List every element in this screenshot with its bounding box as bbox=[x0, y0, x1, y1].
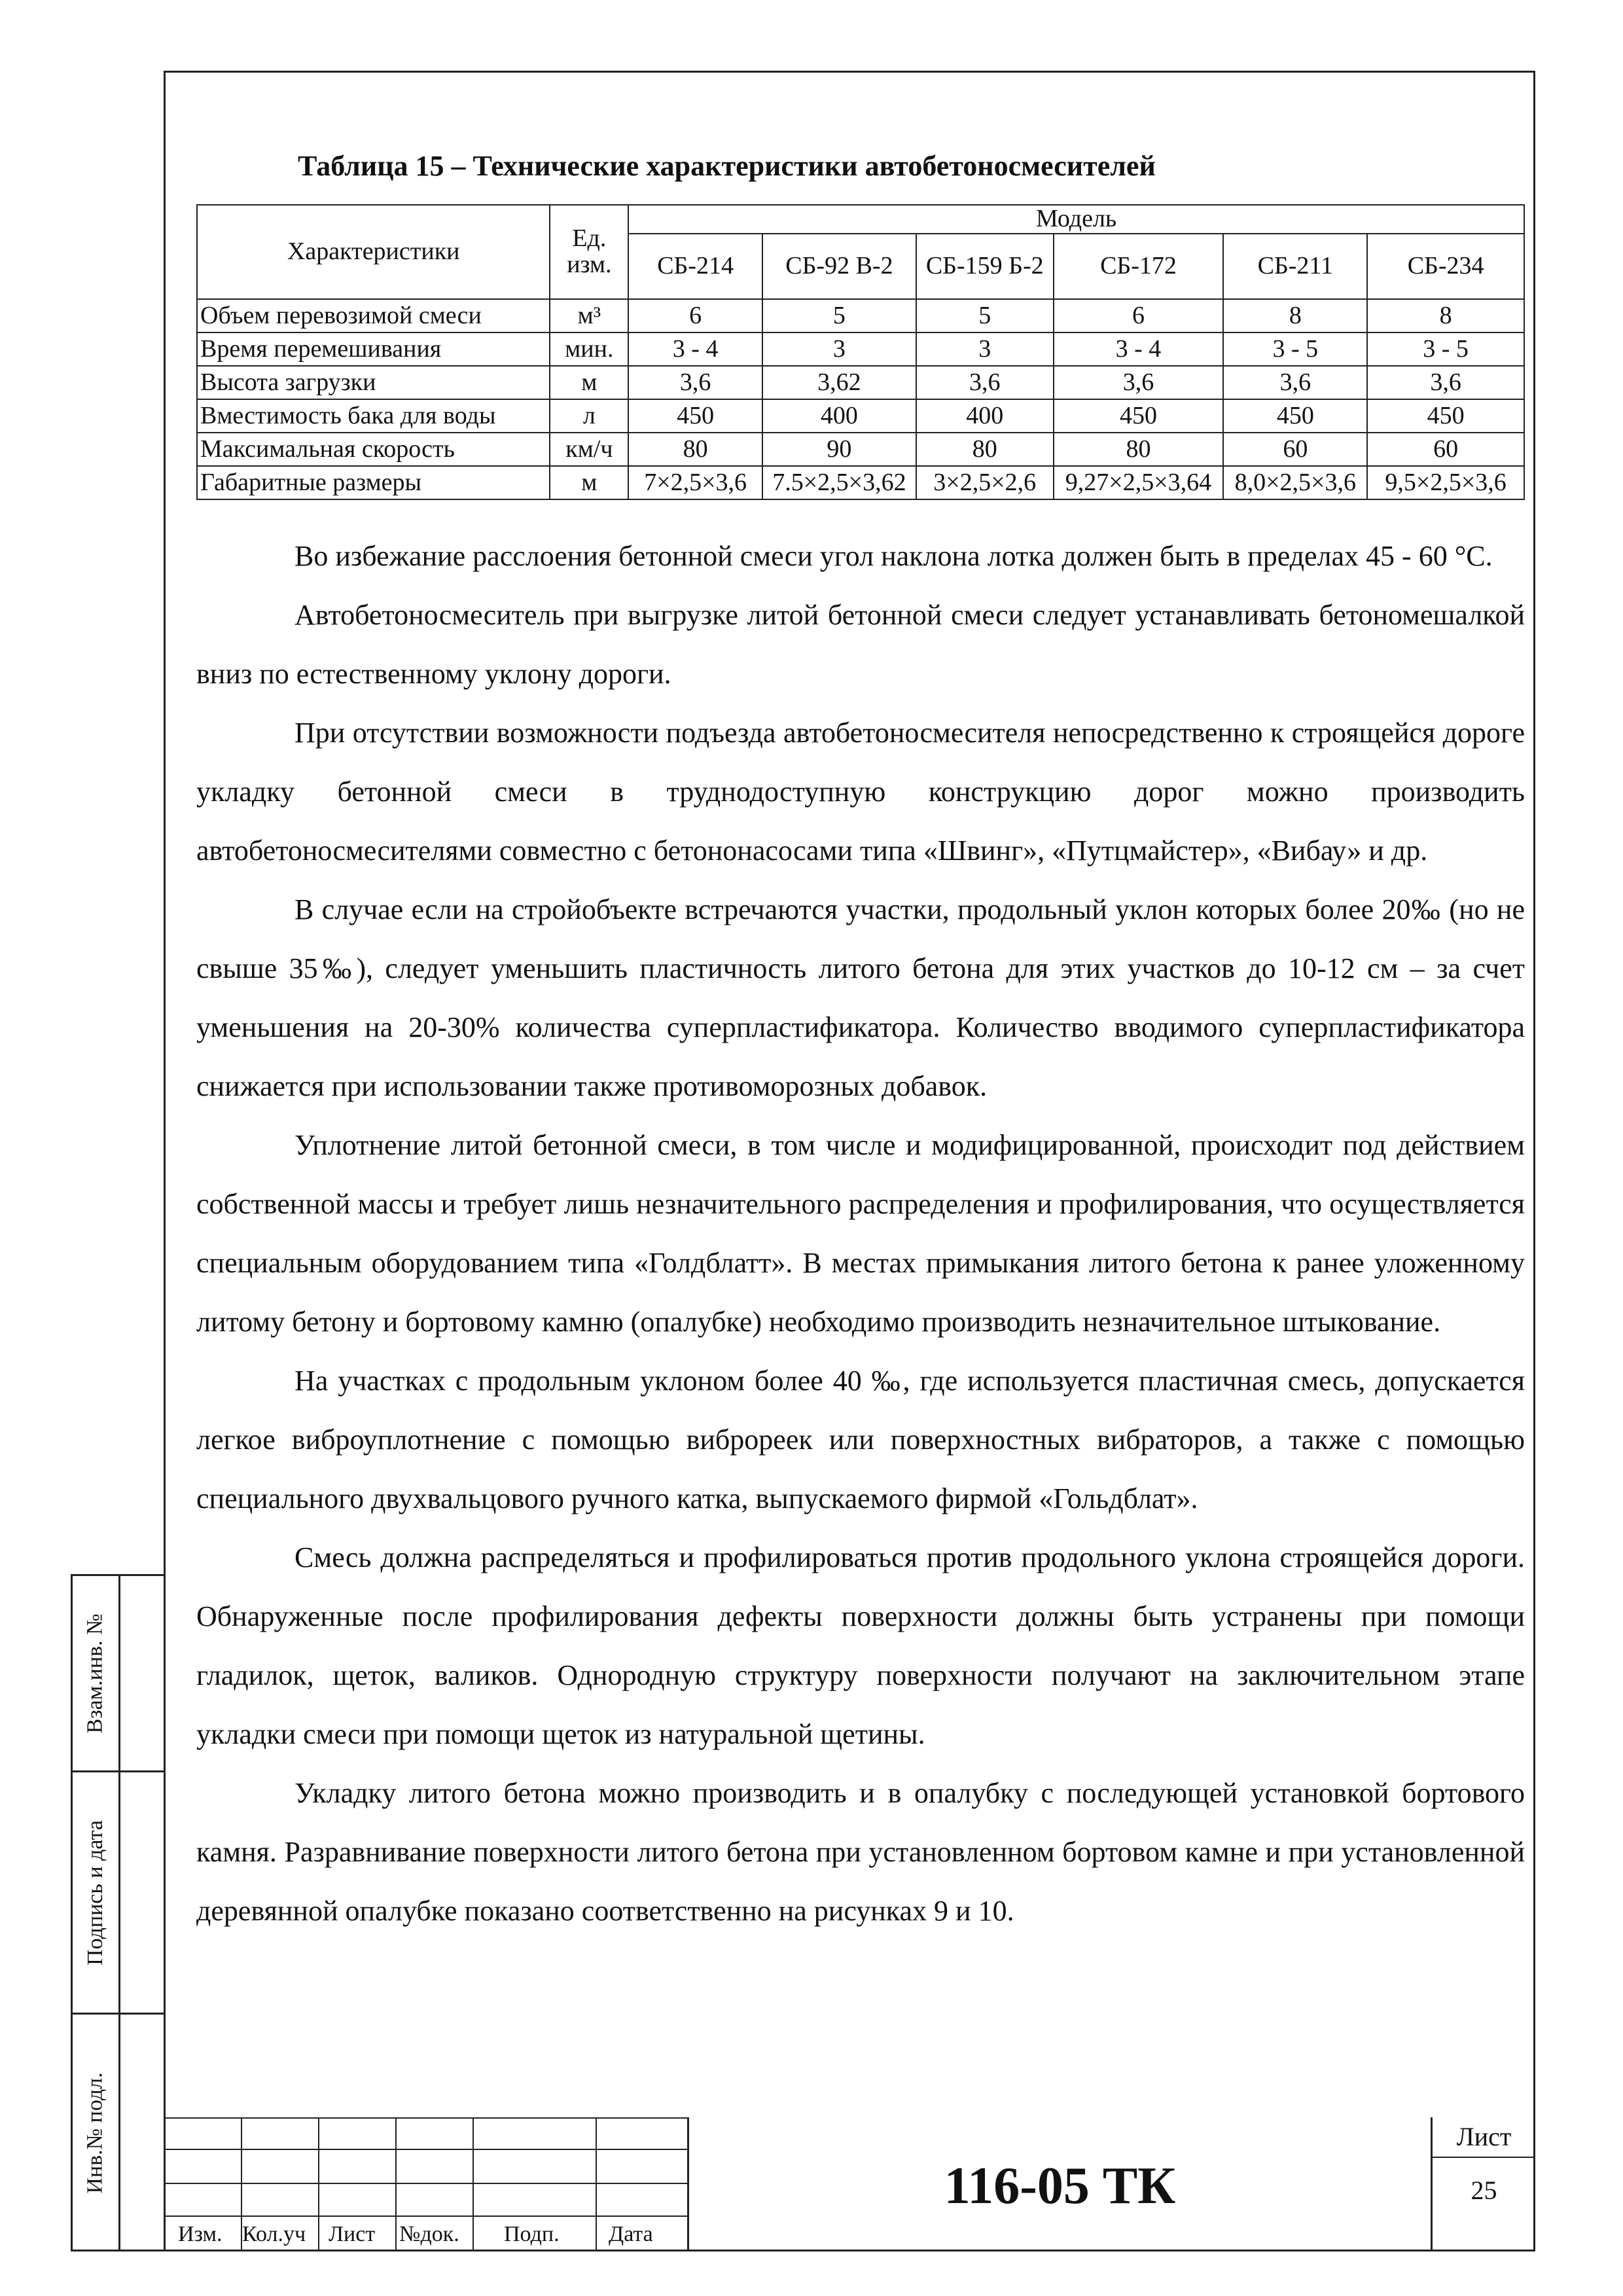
header-model-group: Модель bbox=[628, 205, 1524, 234]
row-value: 400 bbox=[916, 399, 1054, 433]
header-characteristics: Характеристики bbox=[197, 205, 550, 299]
row-value: 3 - 5 bbox=[1223, 332, 1367, 366]
body-text bbox=[196, 527, 1525, 1941]
row-value: 7.5×2,5×3,62 bbox=[762, 466, 916, 499]
row-value: 3,6 bbox=[1054, 366, 1224, 399]
row-value: 3,6 bbox=[628, 366, 762, 399]
sheet-number: 25 bbox=[1471, 2176, 1497, 2205]
row-value: 90 bbox=[762, 433, 916, 466]
paragraph: При отсутствии возможности подъезда автобетоносмесителя непосредственно к строящейся дороге укладку бетонной смеси в труднодоступную конструкцию дорог можно производить автобетоносмесителями совместно с бетононасосами типа «Швинг», «Путцмайстер», «Вибау» и др. bbox=[196, 717, 1525, 867]
side-cell-vzam bbox=[73, 1576, 164, 1772]
header-model: СБ-92 В-2 bbox=[762, 234, 916, 299]
paragraph: Уплотнение литой бетонной смеси, в том числе и модифицированной, происходит под действием собственной массы и требует лишь незначительного распределения и профилирования, что осуществляется специальным оборудованием типа «Голдблатт». В местах примыкания литого бетона к ранее уложенному литому бетону и бортовому камню (опалубке) необходимо производить незначительное штыкование. bbox=[196, 1129, 1525, 1338]
stamp-label: Кол.уч bbox=[242, 2222, 306, 2246]
row-unit: л bbox=[550, 399, 628, 433]
row-unit: мин. bbox=[550, 332, 628, 366]
row-unit: м³ bbox=[550, 299, 628, 332]
header-model: СБ-159 Б-2 bbox=[916, 234, 1054, 299]
row-value: 3 - 4 bbox=[1054, 332, 1224, 366]
row-value: 3,6 bbox=[1223, 366, 1367, 399]
row-name: Габаритные размеры bbox=[197, 466, 550, 499]
row-value: 450 bbox=[1367, 399, 1524, 433]
paragraph: Укладку литого бетона можно производить и в опалубку с последующей установкой бортового камня. Разравнивание поверхности литого бетона при установленном бортовом камне и при установленной деревянной опалубке показано соответственно на рисунках 9 и 10. bbox=[196, 1777, 1525, 1927]
title-block bbox=[164, 2117, 1535, 2251]
stamp-grid bbox=[164, 2117, 687, 2251]
row-value: 5 bbox=[762, 299, 916, 332]
stamp-label: Лист bbox=[329, 2222, 376, 2246]
paragraph: Смесь должна распределяться и профилироваться против продольного уклона строящейся дороги. Обнаруженные после профилирования дефекты поверхности должны быть устранены при помощи гладилок, щеток, валиков. Однородную структуру поверхности получают на заключительном этапе укладки смеси при помощи щеток из натуральной щетины. bbox=[196, 1541, 1525, 1750]
table-row bbox=[197, 433, 1524, 466]
row-value: 80 bbox=[1054, 433, 1224, 466]
row-value: 80 bbox=[916, 433, 1054, 466]
row-value: 3,6 bbox=[1367, 366, 1524, 399]
row-value: 60 bbox=[1367, 433, 1524, 466]
side-cell-podpis bbox=[73, 1772, 164, 2015]
table-row bbox=[197, 332, 1524, 366]
row-name: Время перемешивания bbox=[197, 332, 550, 366]
header-unit: Ед. изм. bbox=[550, 205, 628, 299]
row-value: 5 bbox=[916, 299, 1054, 332]
row-value: 400 bbox=[762, 399, 916, 433]
paragraph: В случае если на стройобъекте встречаются участки, продольный уклон которых более 20‰ (но не свыше 35‰), следует уменьшить пластичность литого бетона для этих участков до 10-12 см – за счет уменьшения на 20-30% количества суперпластификатора. Количество вводимого суперпластификатора снижается при использовании также противоморозных добавок. bbox=[196, 893, 1525, 1102]
table-row bbox=[197, 366, 1524, 399]
stamp-label: Подп. bbox=[504, 2222, 560, 2246]
row-value: 3 bbox=[916, 332, 1054, 366]
table-title: Таблица 15 – Технические характеристики автобетоносмесителей bbox=[298, 150, 1156, 182]
table-row bbox=[197, 399, 1524, 433]
row-value: 8,0×2,5×3,6 bbox=[1223, 466, 1367, 499]
stamp-label: Изм. bbox=[178, 2222, 223, 2246]
header-model: СБ-234 bbox=[1367, 234, 1524, 299]
row-value: 60 bbox=[1223, 433, 1367, 466]
row-value: 3,6 bbox=[916, 366, 1054, 399]
row-value: 8 bbox=[1367, 299, 1524, 332]
row-unit: м bbox=[550, 466, 628, 499]
header-model: СБ-172 bbox=[1054, 234, 1224, 299]
table-row bbox=[197, 466, 1524, 499]
row-unit: м bbox=[550, 366, 628, 399]
row-value: 9,5×2,5×3,6 bbox=[1367, 466, 1524, 499]
row-value: 3 - 5 bbox=[1367, 332, 1524, 366]
row-value: 450 bbox=[628, 399, 762, 433]
header-model: СБ-211 bbox=[1223, 234, 1367, 299]
table-row bbox=[197, 299, 1524, 332]
stamp-label: №док. bbox=[399, 2222, 459, 2246]
row-name: Объем перевозимой смеси bbox=[197, 299, 550, 332]
doc-code-cell bbox=[687, 2117, 1535, 2251]
side-label-inv: Инв.№ подл. bbox=[83, 2072, 108, 2194]
header-model: СБ-214 bbox=[628, 234, 762, 299]
paragraph: На участках с продольным уклоном более 40 ‰, где используется пластичная смесь, допускается легкое виброуплотнение с помощью виброреек или поверхностных вибраторов, а также с помощью специального двухвальцового ручного катка, выпускаемого фирмой «Гольдблат». bbox=[196, 1365, 1525, 1515]
row-value: 6 bbox=[1054, 299, 1224, 332]
sheet-label: Лист bbox=[1433, 2117, 1535, 2158]
row-name: Высота загрузки bbox=[197, 366, 550, 399]
row-value: 9,27×2,5×3,64 bbox=[1054, 466, 1224, 499]
row-unit: км/ч bbox=[550, 433, 628, 466]
side-strip bbox=[71, 1574, 164, 2251]
side-label-vzam: Взам.инв. № bbox=[83, 1613, 108, 1734]
row-value: 3×2,5×2,6 bbox=[916, 466, 1054, 499]
row-value: 7×2,5×3,6 bbox=[628, 466, 762, 499]
sheet-box bbox=[1431, 2117, 1535, 2251]
row-value: 3,62 bbox=[762, 366, 916, 399]
side-cell-inv bbox=[73, 2015, 164, 2251]
row-value: 450 bbox=[1054, 399, 1224, 433]
paragraph: Во избежание расслоения бетонной смеси угол наклона лотка должен быть в пределах 45 - 60 °С. bbox=[294, 540, 1493, 572]
row-value: 6 bbox=[628, 299, 762, 332]
side-label-podpis: Подпись и дата bbox=[83, 1820, 107, 1965]
row-value: 3 - 4 bbox=[628, 332, 762, 366]
row-name: Максимальная скорость bbox=[197, 433, 550, 466]
row-value: 80 bbox=[628, 433, 762, 466]
row-value: 8 bbox=[1223, 299, 1367, 332]
spec-table bbox=[196, 204, 1525, 500]
row-value: 450 bbox=[1223, 399, 1367, 433]
stamp-label: Дата bbox=[609, 2222, 653, 2246]
document-code: 116-05 ТК bbox=[944, 2157, 1176, 2215]
row-value: 3 bbox=[762, 332, 916, 366]
paragraph: Автобетоносмеситель при выгрузке литой бетонной смеси следует устанавливать бетономешалкой вниз по естественному уклону дороги. bbox=[196, 599, 1525, 690]
row-name: Вместимость бака для воды bbox=[197, 399, 550, 433]
